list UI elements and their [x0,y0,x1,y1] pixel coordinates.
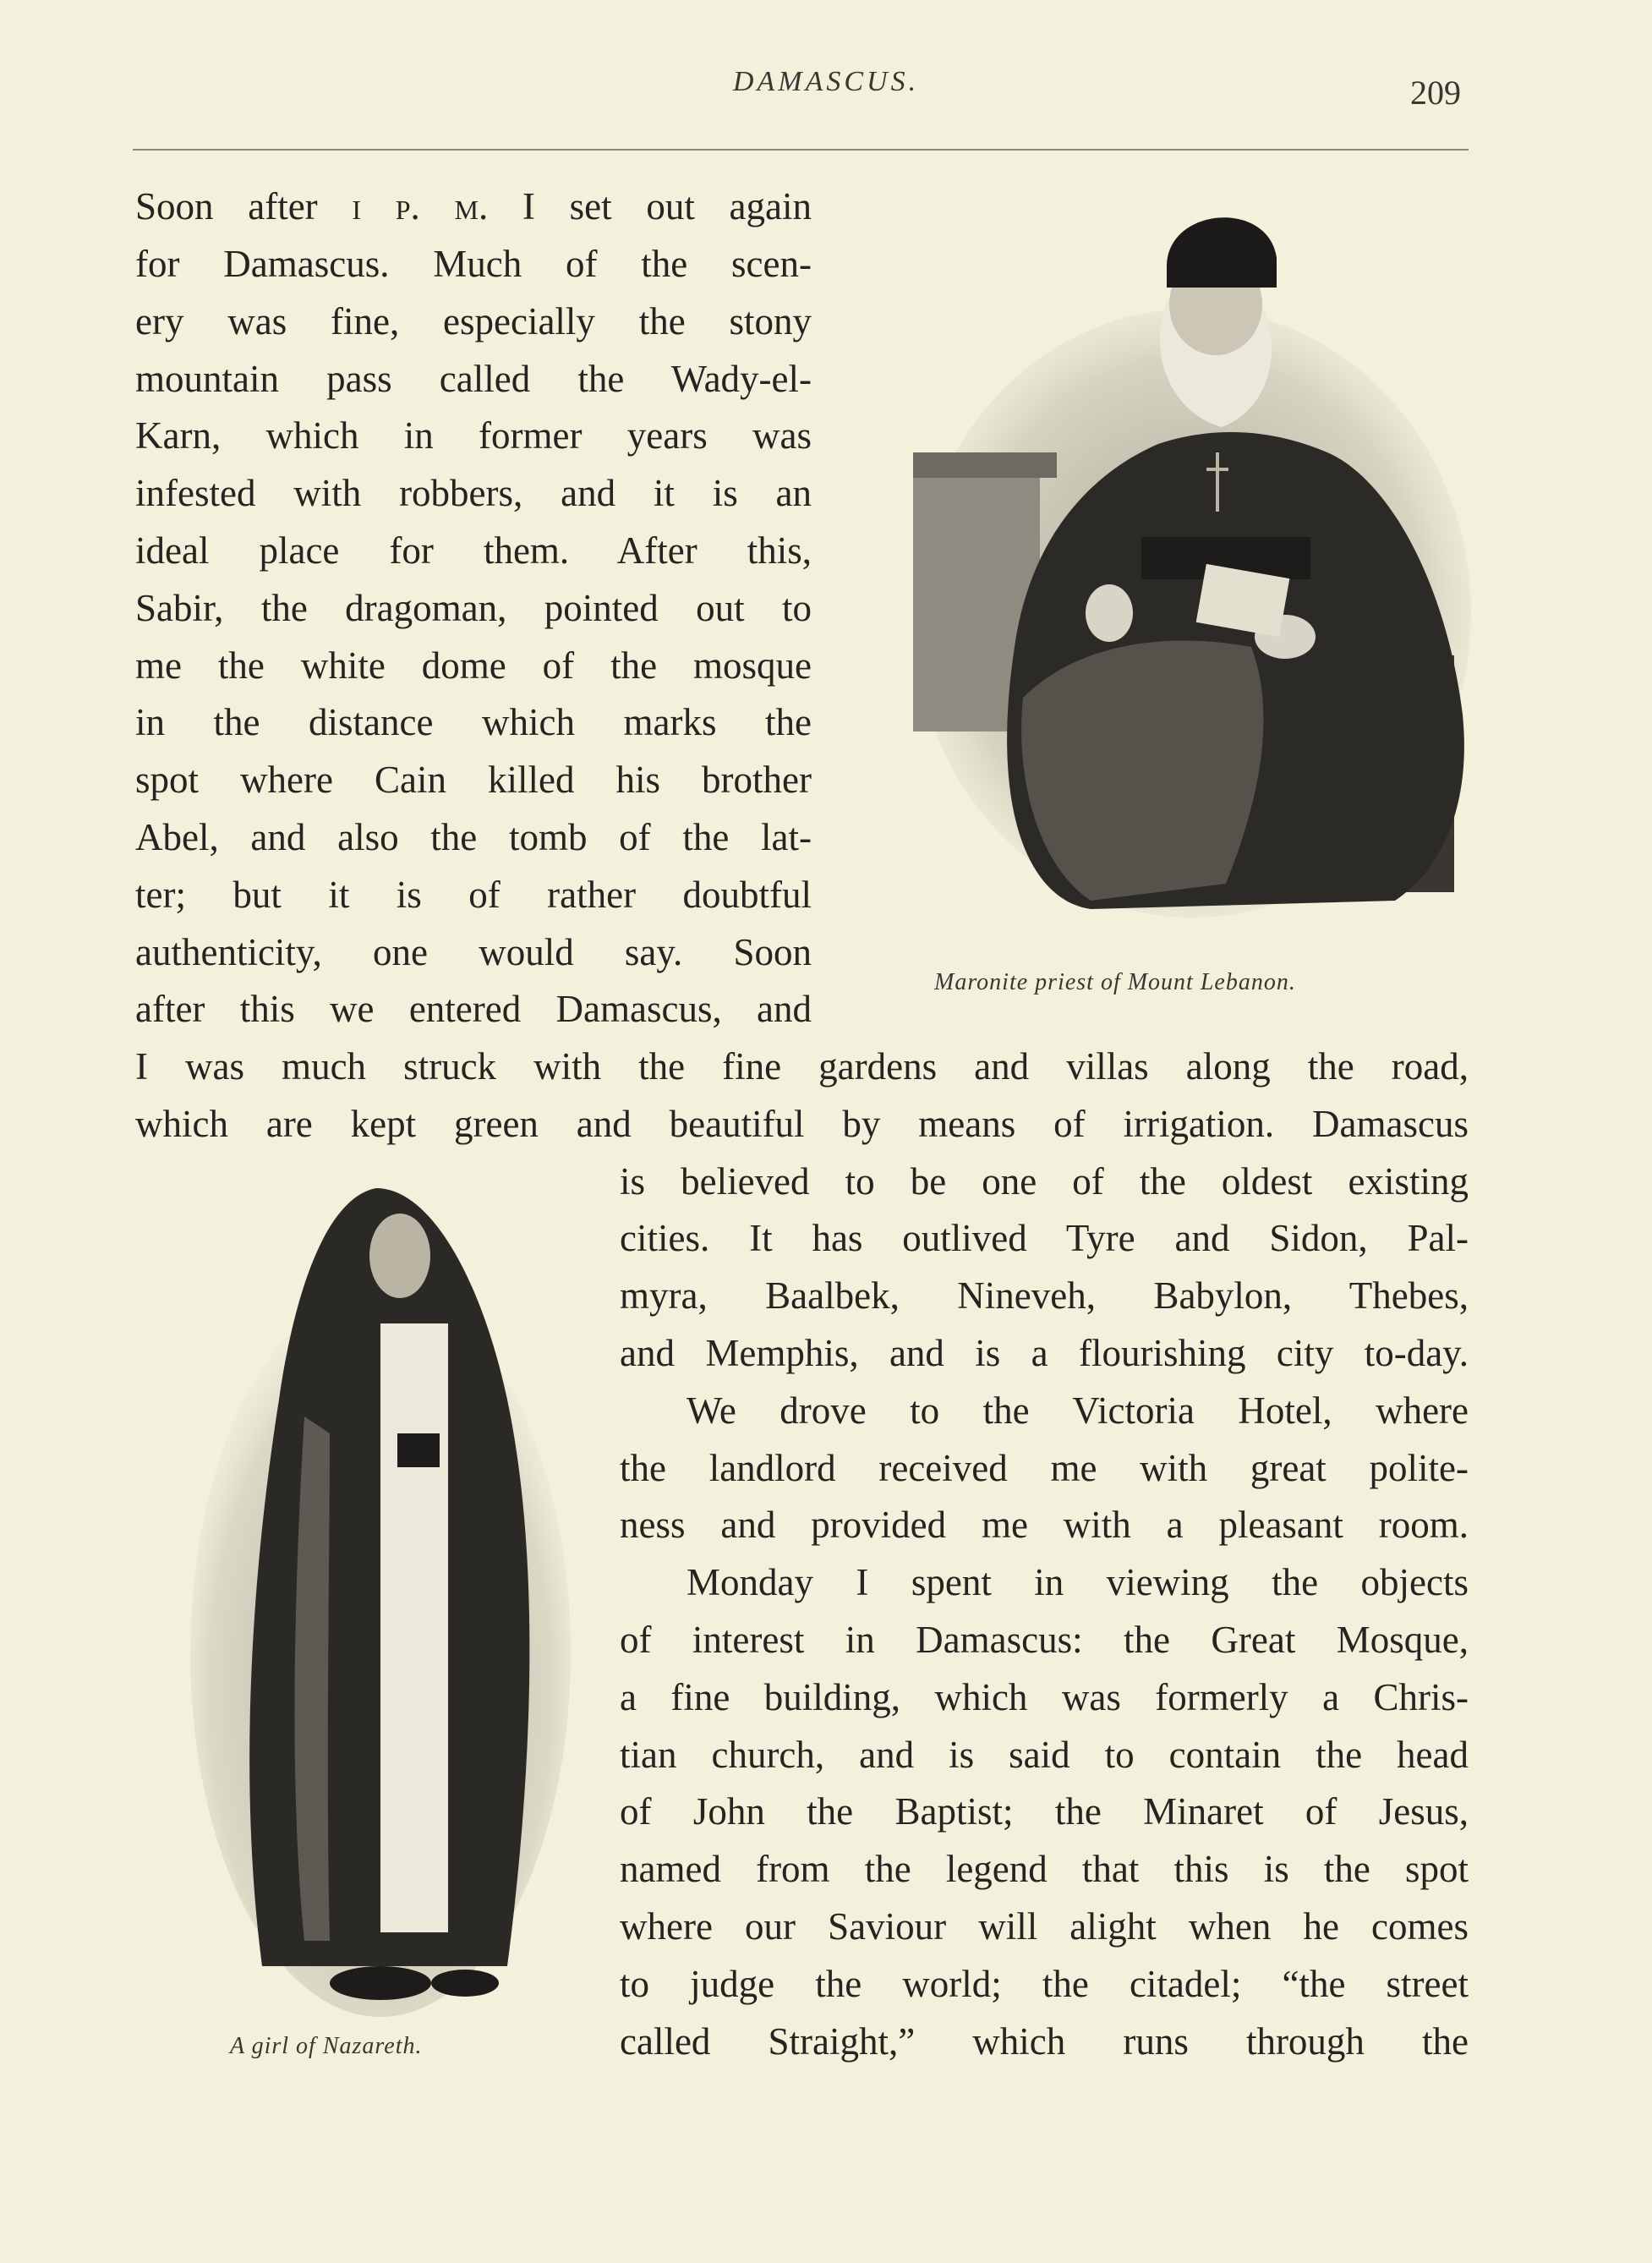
text-line: We drove to the Victoria Hotel, where [687,1389,1469,1432]
text-line: named from the legend that this is the spot [620,1848,1469,1890]
text-line: I was much struck with the fine gardens and villas along the road, [135,1045,1469,1088]
running-head: DAMASCUS. [732,66,920,97]
text-line: where our Saviour will alight when he comes [620,1905,1469,1948]
text-line: ery was fine, especially the stony [135,300,812,342]
text-line: after this we entered Damascus, and [135,988,812,1030]
text-line: is believed to be one of the oldest existing [620,1160,1469,1203]
text-line: ness and provided me with a pleasant room. [620,1504,1469,1546]
text-line: ter; but it is of rather doubtful [135,874,812,916]
girl-illustration [186,1180,575,2025]
text-line: mountain pass called the Wady-el- [135,358,812,400]
text-line: myra, Baalbek, Nineveh, Babylon, Thebes, [620,1274,1469,1317]
priest-caption: Maronite priest of Mount Lebanon. [934,969,1296,995]
text-line: for Damascus. Much of the scen- [135,243,812,285]
text-line: a fine building, which was formerly a Chris- [620,1676,1469,1718]
text-line: Karn, which in former years was [135,414,812,457]
girl-caption: A girl of Nazareth. [230,2033,423,2059]
text-line: of interest in Damascus: the Great Mosque, [620,1619,1469,1661]
page-number: 209 [1410,74,1461,112]
text-line: which are kept green and beautiful by means of irrigation. Damascus [135,1103,1469,1145]
text-line: and Memphis, and is a flourishing city to-day. [620,1332,1469,1374]
text-line: ideal place for them. After this, [135,529,812,572]
text-line: me the white dome of the mosque [135,644,812,687]
text-line: infested with robbers, and it is an [135,472,812,514]
header-rule [133,149,1469,151]
text-line: Monday I spent in viewing the objects [687,1561,1469,1603]
text-line: to judge the world; the citadel; “the street [620,1963,1469,2005]
text-line: in the distance which marks the [135,701,812,743]
text-line: cities. It has outlived Tyre and Sidon, Pal- [620,1217,1469,1259]
text-line: the landlord received me with great polite- [620,1447,1469,1489]
priest-illustration [888,173,1471,934]
text-line: Abel, and also the tomb of the lat- [135,816,812,858]
text-line: tian church, and is said to contain the head [620,1734,1469,1776]
text-line: Sabir, the dragoman, pointed out to [135,587,812,629]
text-line: of John the Baptist; the Minaret of Jesus, [620,1790,1469,1833]
text-line: Soon after i p. m. I set out again [135,185,812,227]
text-line: authenticity, one would say. Soon [135,931,812,973]
text-line: spot where Cain killed his brother [135,759,812,801]
text-line: called Straight,” which runs through the [620,2020,1469,2063]
